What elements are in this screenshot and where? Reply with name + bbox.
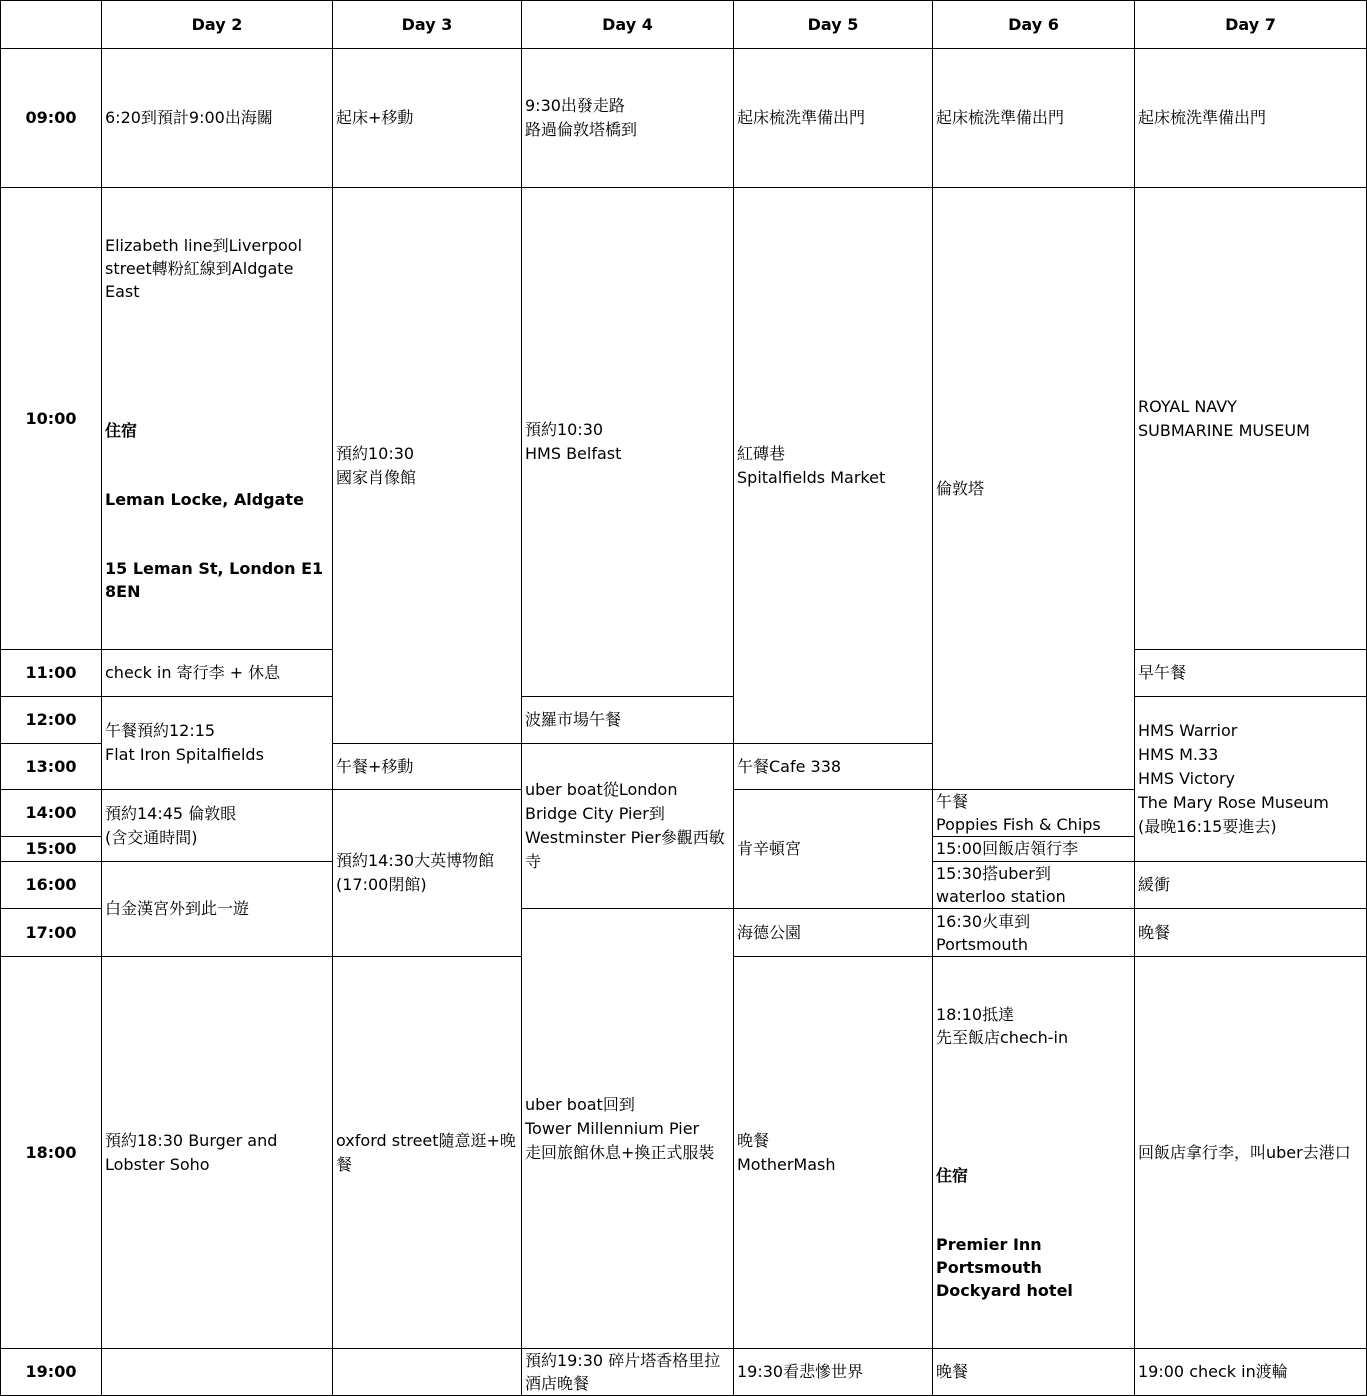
row-1900 [1,1349,1367,1396]
day3-1000: 預約10:30 國家肖像館 [333,188,522,744]
day2-1000-stay-name: Leman Locke, Aldgate [105,490,304,509]
day3-1900 [333,1349,522,1396]
day2-1400: 預約14:45 倫敦眼 (含交通時間) [102,790,333,862]
time-1800: 18:00 [1,957,102,1349]
day5-1700: 海德公園 [734,909,933,957]
day2-1900 [102,1349,333,1396]
row-0900 [1,49,1367,188]
day4-1300: uber boat從London Bridge City Pier到Westminster Pier參觀西敏寺 [522,744,734,909]
day6-1600: 15:30搭uber到 waterloo station [933,862,1135,909]
header-row [1,1,1367,49]
day6-1800 [933,957,1135,1349]
time-1500: 15:00 [1,837,102,862]
day2-1800: 預約18:30 Burger and Lobster Soho [102,957,333,1349]
day2-1200: 午餐預約12:15 Flat Iron Spitalfields [102,697,333,790]
day5-1300: 午餐Cafe 338 [734,744,933,790]
day3-1800: oxford street隨意逛+晚餐 [333,957,522,1349]
day7-1100: 早午餐 [1135,650,1367,697]
day6-1500: 15:00回飯店領行李 [933,837,1135,862]
day2-1600: 白金漢宮外到此一遊 [102,862,333,957]
day4-0900: 9:30出發走路 路過倫敦塔橋到 [522,49,734,188]
day5-1000: 紅磚巷 Spitalfields Market [734,188,933,744]
day6-1800-stay-label: 住宿 [936,1166,969,1185]
day4-1700: uber boat回到 Tower Millennium Pier 走回旅館休息+換正式服裝 [522,909,734,1349]
day6-1400: 午餐 Poppies Fish & Chips [933,790,1135,837]
day6-1000: 倫敦塔 [933,188,1135,790]
day5-1900: 19:30看悲慘世界 [734,1349,933,1396]
day3-1400: 預約14:30大英博物館 (17:00閉館) [333,790,522,957]
day6-0900: 起床梳洗準備出門 [933,49,1135,188]
time-1100: 11:00 [1,650,102,697]
day4-1200: 波羅市場午餐 [522,697,734,744]
day4-1000: 預約10:30 HMS Belfast [522,188,734,697]
header-day-3: Day 3 [333,1,522,49]
day7-0900: 起床梳洗準備出門 [1135,49,1367,188]
time-0900: 09:00 [1,49,102,188]
day5-0900: 起床梳洗準備出門 [734,49,933,188]
day7-1900: 19:00 check in渡輪 [1135,1349,1367,1396]
day6-1800-stay-name: Premier Inn Portsmouth Dockyard hotel [936,1235,1073,1300]
time-1900: 19:00 [1,1349,102,1396]
day2-0900: 6:20到預計9:00出海關 [102,49,333,188]
header-day-4: Day 4 [522,1,734,49]
day5-1800: 晚餐 MotherMash [734,957,933,1349]
header-day-6: Day 6 [933,1,1135,49]
day7-1600: 緩衝 [1135,862,1367,909]
day2-1000 [102,188,333,650]
day6-1700: 16:30火車到 Portsmouth [933,909,1135,957]
time-1400: 14:00 [1,790,102,837]
header-day-2: Day 2 [102,1,333,49]
day7-1700: 晚餐 [1135,909,1367,957]
time-1600: 16:00 [1,862,102,909]
day7-1000: ROYAL NAVY SUBMARINE MUSEUM [1135,188,1367,650]
time-1700: 17:00 [1,909,102,957]
day7-1200: HMS Warrior HMS M.33 HMS Victory The Mary Rose Museum (最晚16:15要進去) [1135,697,1367,862]
day2-1100: check in 寄行李 + 休息 [102,650,333,697]
row-1000 [1,188,1367,650]
day6-1900: 晚餐 [933,1349,1135,1396]
time-1200: 12:00 [1,697,102,744]
day2-1000-route: Elizabeth line到Liverpool street轉粉紅線到Aldgate East [105,236,308,301]
header-day-5: Day 5 [734,1,933,49]
day3-0900: 起床+移動 [333,49,522,188]
day2-1000-stay-label: 住宿 [105,421,138,440]
header-day-7: Day 7 [1135,1,1367,49]
time-1000: 10:00 [1,188,102,650]
day5-1400: 肯辛頓宮 [734,790,933,909]
day7-1800: 回飯店拿行李，叫uber去港口 [1135,957,1367,1349]
day6-1800-arrival: 18:10抵達 先至飯店chech-in [936,1005,1069,1047]
day4-1900: 預約19:30 碎片塔香格里拉酒店晚餐 [522,1349,734,1396]
day3-1300: 午餐+移動 [333,744,522,790]
day2-1000-stay-address: 15 Leman St, London E1 8EN [105,559,329,601]
time-1300: 13:00 [1,744,102,790]
row-1200 [1,697,1367,744]
header-blank [1,1,102,49]
